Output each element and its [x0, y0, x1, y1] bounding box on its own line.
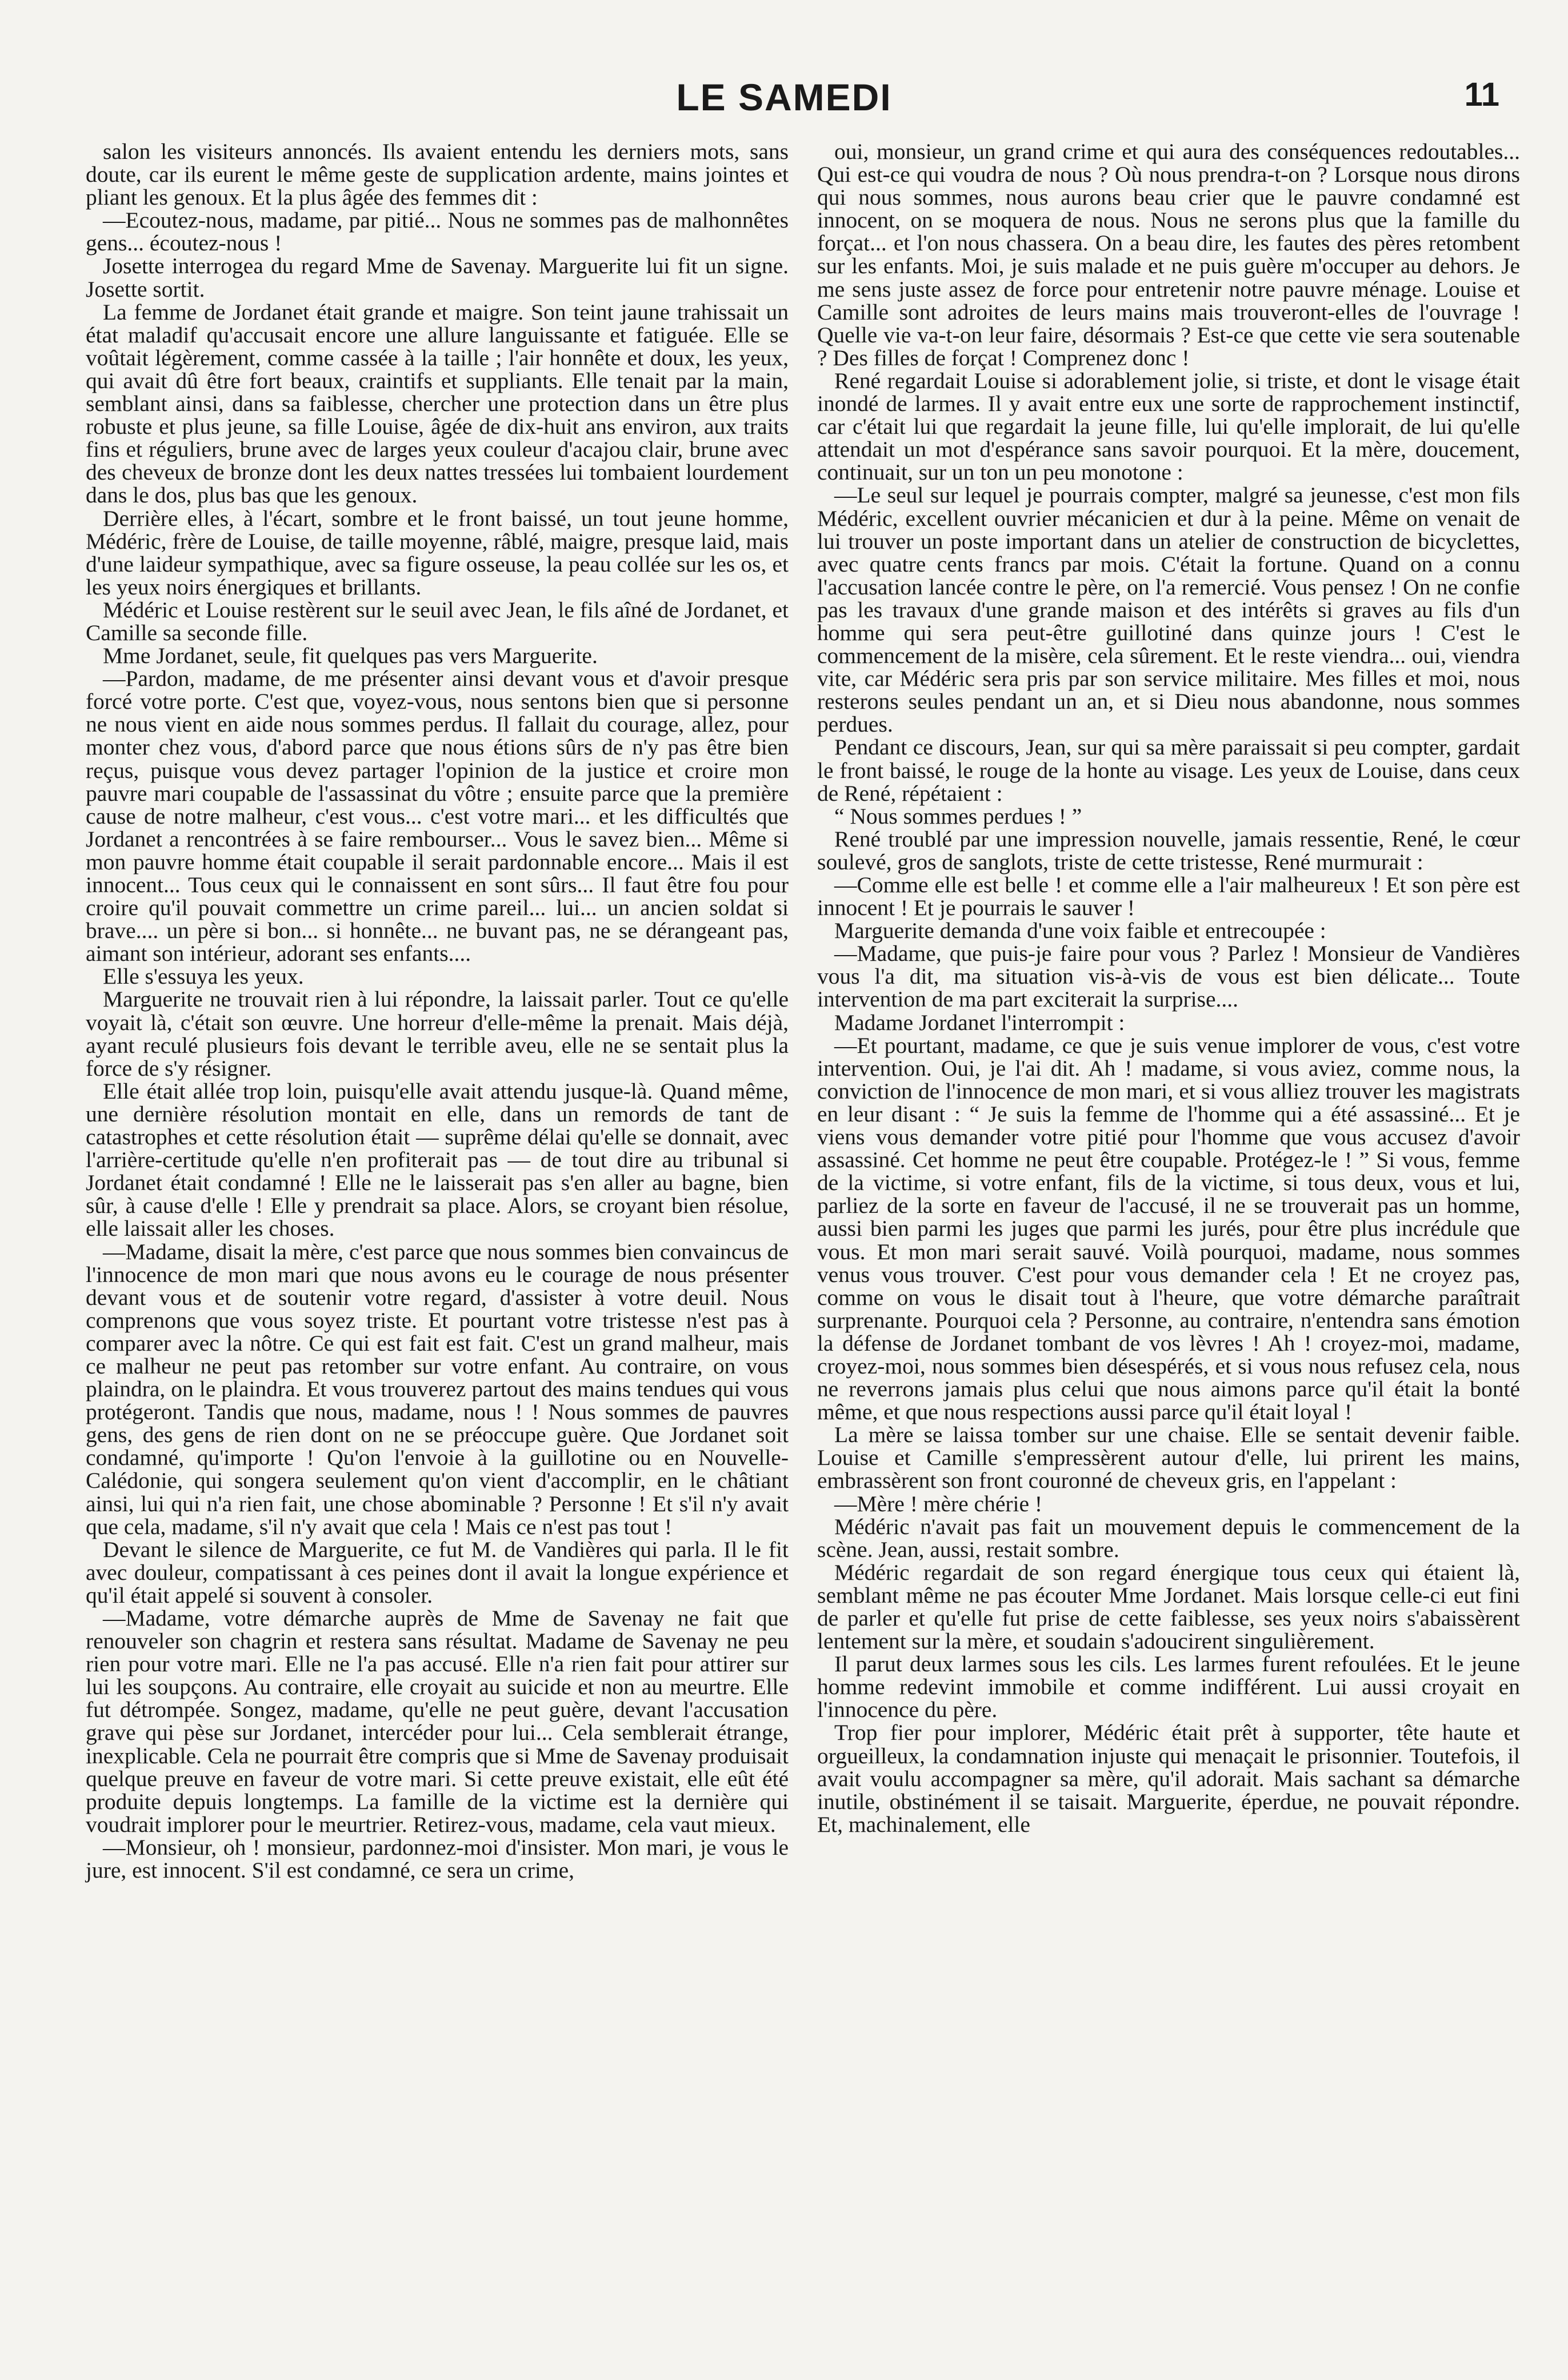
paragraph: Madame Jordanet l'interrompit : [834, 1009, 1125, 1035]
publication-title: LE SAMEDI [676, 76, 892, 118]
paragraph: Médéric regardait de son regard énergique tous ceux qui étaient là, semblant même ne pas écouter Mme Jordanet. Mais lorsque celle-ci eut fini de parler et qu'elle fut prise de cette faiblesse, ses yeux noirs s'abaissèrent lentement sur la mère, et soudain s'adoucirent singulièrement. [817, 1559, 1520, 1654]
paragraph: —Monsieur, oh ! monsieur, pardonnez-moi d'insister. Mon mari, je vous le jure, est innocent. S'il est condamné, ce sera un crime, [86, 1834, 789, 1883]
paragraph: —Mère ! mère chérie ! [834, 1491, 1043, 1516]
paragraph: —Et pourtant, madame, ce que je suis venue implorer de vous, c'est votre intervention. Oui, je l'ai dit. Ah ! madame, si vous aviez, comme nous, la conviction de l'innocence de mon mari, et si vous alliez trouver les magistrats en leur disant : “ Je suis la femme de l'homme qui a été assassiné... Et je viens vous demander votre pitié pour l'homme que vous accusez d'avoir assassiné. Cet homme ne peut être coupable. Protégez-le ! ” Si vous, femme de la victime, si votre enfant, fils de la victime, si tous deux, vous et lui, parliez de la sorte en faveur de l'accusé, il ne se trouverait pas un homme, aussi bien parmi les juges que parmi les jurés, pour être plus incrédule que vous. Et mon mari serait sauvé. Voilà pourquoi, madame, nous sommes venus vous trouver. C'est pour vous demander cela ! Et ne croyez pas, comme on vous le disait tout à l'heure, que votre démarche paraîtrait surprenante. Pourquoi cela ? Personne, au contraire, n'entendra sans émotion la défense de Jordanet tombant de vos lèvres ! Ah ! croyez-moi, madame, croyez-moi, nous sommes bien désespérés, et si vous nous refusez cela, nous ne reverrons jamais plus celui que nous aimons parce qu'il était la bonté même, et que nous respections aussi parce qu'il était loyal ! [817, 1032, 1520, 1425]
paragraph: La femme de Jordanet était grande et maigre. Son teint jaune trahissait un état maladif qu'accusait encore une allure languissante et fatiguée. Elle se voûtait légèrement, comme cassée à la taille ; l'air honnête et doux, les yeux, qui avait dû être fort beaux, craintifs et suppliants. Elle tenait par la main, semblant ainsi, dans sa faiblesse, chercher une protection dans un être plus robuste et plus jeune, sa fille Louise, âgée de dix-huit ans environ, aux traits fins et réguliers, brune avec de larges yeux couleur d'acajou clair, brune avec des cheveux de bronze dont les deux nattes tressées lui tombaient lourdement dans le dos, plus bas que les genoux. [86, 299, 789, 508]
paragraph: René regardait Louise si adorablement jolie, si triste, et dont le visage était inondé de larmes. Il y avait entre eux une sorte de rapprochement instinctif, car c'était lui que regardait la jeune fille, lui qu'elle implorait, de lui qu'elle attendait un mot d'espérance sans savoir pourquoi. Et la mère, doucement, continuait, sur un ton un peu monotone : [817, 368, 1520, 485]
paragraph: Josette interrogea du regard Mme de Savenay. Marguerite lui fit un signe. Josette sortit. [86, 253, 789, 302]
paragraph: Marguerite ne trouvait rien à lui répondre, la laissait parler. Tout ce qu'elle voyait là, c'était son œuvre. Une horreur d'elle-même la prenait. Mais déjà, ayant reculé plusieurs fois devant le terrible aveu, elle ne se sentait plus la force de s'y résigner. [86, 987, 789, 1081]
paragraph: —Madame, disait la mère, c'est parce que nous sommes bien convaincus de l'innocence de mon mari que nous avons eu le courage de nous présenter devant vous et de soutenir votre regard, d'assister à votre deuil. Nous comprenons que vous soyez triste. Et pourtant votre tristesse n'est pas à comparer avec la nôtre. Ce qui est fait est fait. C'est un grand malheur, mais ce malheur ne peut pas retomber sur votre enfant. Au contraire, on vous plaindra, on le plaindra. Et vous trouverez partout des mains tendues qui vous protégeront. Tandis que nous, madame, nous ! ! Nous sommes de pauvres gens, des gens de rien dont on ne se préoccupe guère. Que Jordanet soit condamné, qu'importe ! Qu'on l'envoie à la guillotine ou en Nouvelle-Calédonie, qui songera seulement qu'on vient d'accomplir, en le châtiant ainsi, lui qui n'a rien fait, une chose abominable ? Personne ! Et s'il n'y avait que cela, madame, s'il n'y avait que cela ! Mais ce n'est pas tout ! [86, 1239, 789, 1539]
page-number: 11 [1464, 76, 1499, 113]
page-header [0, 69, 1568, 131]
paragraph: “ Nous sommes perdues ! ” [834, 803, 1082, 829]
paragraph: —Pardon, madame, de me présenter ainsi devant vous et d'avoir presque forcé votre porte. C'est que, voyez-vous, nous sentons bien que si personne ne nous vient en aide nous sommes perdus. Il fallait du courage, allez, pour monter chez vous, d'abord parce que nous étions sûrs de n'y pas être bien reçus, puisque vous devez partager l'opinion de la justice et croire mon pauvre mari coupable de l'assassinat du vôtre ; ensuite parce que la première cause de notre malheur, c'est vous... c'est votre mari... et les difficultés que Jordanet a rencontrées à se faire rembourser... Vous le savez bien... Même si mon pauvre homme était coupable il serait pardonnable encore... Mais il est innocent... Tous ceux qui le connaissent en sont sûrs... Il faut être fou pour croire qu'il pouvait commettre un crime pareil... lui... un ancien soldat si brave.... un père si bon... si honnête... ne buvant pas, ne se dérangeant pas, aimant son intérieur, adorant ses enfants.... [86, 666, 789, 967]
paragraph: Trop fier pour implorer, Médéric était prêt à supporter, tête haute et orgueilleux, la condamnation injuste qui menaçait le prisonnier. Toutefois, il avait voulu accompagner sa mère, qu'il adorait. Mais sachant sa démarche inutile, obstinément il se taisait. Marguerite, éperdue, ne pouvait répondre. Et, machinalement, elle [817, 1720, 1520, 1837]
paragraph: La mère se laissa tomber sur une chaise. Elle se sentait devenir faible. Louise et Camille s'empressèrent autour d'elle, lui prirent les mains, embrassèrent son front couronné de cheveux gris, en l'appelant : [817, 1422, 1520, 1494]
paragraph: Derrière elles, à l'écart, sombre et le front baissé, un tout jeune homme, Médéric, frère de Louise, de taille moyenne, râblé, maigre, presque laid, mais d'une laideur sympathique, avec sa figure osseuse, la peau collée sur les os, et les yeux noirs énergiques et brillants. [86, 505, 789, 600]
paragraph: Médéric et Louise restèrent sur le seuil avec Jean, le fils aîné de Jordanet, et Camille sa seconde fille. [86, 597, 789, 645]
paragraph: —Madame, votre démarche auprès de Mme de Savenay ne fait que renouveler son chagrin et restera sans résultat. Madame de Savenay ne peu rien pour votre mari. Elle ne l'a pas accusé. Elle n'a rien fait pour attirer sur lui les soupçons. Au contraire, elle croyait au suicide et non au meurtre. Elle fut détrompée. Songez, madame, qu'elle ne peut guère, devant l'accusation grave qui pèse sur Jordanet, intercéder pour lui... Cela semblerait étrange, inexplicable. Cela ne pourrait être compris que si Mme de Savenay produisait quelque preuve en faveur de votre mari. Si cette preuve existait, elle eût été produite depuis longtemps. La famille de la victime est la dernière qui voudrait implorer pour le meurtrier. Retirez-vous, madame, cela vaut mieux. [86, 1606, 789, 1837]
paragraph: Pendant ce discours, Jean, sur qui sa mère paraissait si peu compter, gardait le front baissé, le rouge de la honte au visage. Les yeux de Louise, dans ceux de René, répétaient : [817, 734, 1520, 806]
paragraph: Devant le silence de Marguerite, ce fut M. de Vandières qui parla. Il le fit avec douleur, compatissant à ces peines dont il avait la longue expérience et qu'il était appelé si souvent à consoler. [86, 1536, 789, 1608]
paragraph: Elle était allée trop loin, puisqu'elle avait attendu jusque-là. Quand même, une dernière résolution montait en elle, dans un remords de tant de catastrophes et cette résolution était — suprême délai qu'elle se donnait, avec l'arrière-certitude qu'elle n'en profiterait pas — de tout dire au tribunal si Jordanet était condamné ! Elle ne le laisserait pas s'en aller au bagne, bien sûr, à cause d'elle ! Elle y prendrait sa place. Alors, se croyant bien résolue, elle laissait aller les choses. [86, 1078, 789, 1241]
paragraph: —Comme elle est belle ! et comme elle a l'air malheureux ! Et son père est innocent ! Et je pourrais le sauver ! [817, 872, 1520, 921]
paragraph: René troublé par une impression nouvelle, jamais ressentie, René, le cœur soulevé, gros de sanglots, triste de cette tristesse, René murmurait : [817, 826, 1520, 874]
paragraph: salon les visiteurs annoncés. Ils avaient entendu les derniers mots, sans doute, car ils eurent le même geste de supplication ardente, mains jointes et pliant les genoux. Et la plus âgée des femmes dit : [86, 139, 789, 210]
left-column [86, 140, 789, 1882]
paragraph: oui, monsieur, un grand crime et qui aura des conséquences redoutables... Qui est-ce qui voudra de nous ? Où nous prendra-t-on ? Lorsque nous dirons qui nous sommes, nous aurons beau crier que le pauvre condamné est innocent, on se moquera de nous. Nous ne serons plus que la famille du forçat... et l'on nous chassera. On a beau dire, les fautes des pères retombent sur les enfants. Moi, je suis malade et ne puis guère m'occuper au dehors. Je me sens juste assez de force pour entretenir notre pauvre ménage. Louise et Camille sont adroites de leurs mains mais trouveront-elles de l'ouvrage ! Quelle vie va-t-on leur faire, désormais ? Est-ce que cette vie sera soutenable ? Des filles de forçat ! Comprenez donc ! [817, 139, 1520, 370]
paragraph: —Madame, que puis-je faire pour vous ? Parlez ! Monsieur de Vandières vous l'a dit, ma situation vis-à-vis de vous est bien délicate... Toute intervention de ma part exciterait la surprise.... [817, 941, 1520, 1012]
paragraph: Il parut deux larmes sous les cils. Les larmes furent refoulées. Et le jeune homme redevint immobile et comme indifférent. Lui aussi croyait en l'innocence du père. [817, 1651, 1520, 1723]
right-column [817, 140, 1520, 1836]
paragraph: —Ecoutez-nous, madame, par pitié... Nous ne sommes pas de malhonnêtes gens... écoutez-nous ! [86, 207, 789, 256]
paragraph: Médéric n'avait pas fait un mouvement depuis le commencement de la scène. Jean, aussi, restait sombre. [817, 1514, 1520, 1562]
paragraph: Mme Jordanet, seule, fit quelques pas vers Marguerite. [103, 643, 598, 669]
paragraph: Marguerite demanda d'une voix faible et entrecoupée : [834, 918, 1326, 944]
paragraph: Elle s'essuya les yeux. [103, 964, 304, 989]
paragraph: —Le seul sur lequel je pourrais compter, malgré sa jeunesse, c'est mon fils Médéric, excellent ouvrier mécanicien et dur à la peine. Même on venait de lui trouver un poste important dans un atelier de construction de bicyclettes, avec quatre cents francs par mois. C'était la fortune. Quand on a connu l'accusation lancée contre le père, on l'a remercié. Vous pensez ! On ne confie pas les travaux d'une grande maison et des intérêts si graves au fils d'un homme qui sera peut-être guillotiné dans quinze jours ! C'est le commencement de la misère, cela sûrement. Et le reste viendra... oui, viendra vite, car Médéric sera pris par son service militaire. Mes filles et moi, nous resterons seules pendant un an, et si Dieu nous abandonne, nous sommes perdues. [817, 482, 1520, 737]
